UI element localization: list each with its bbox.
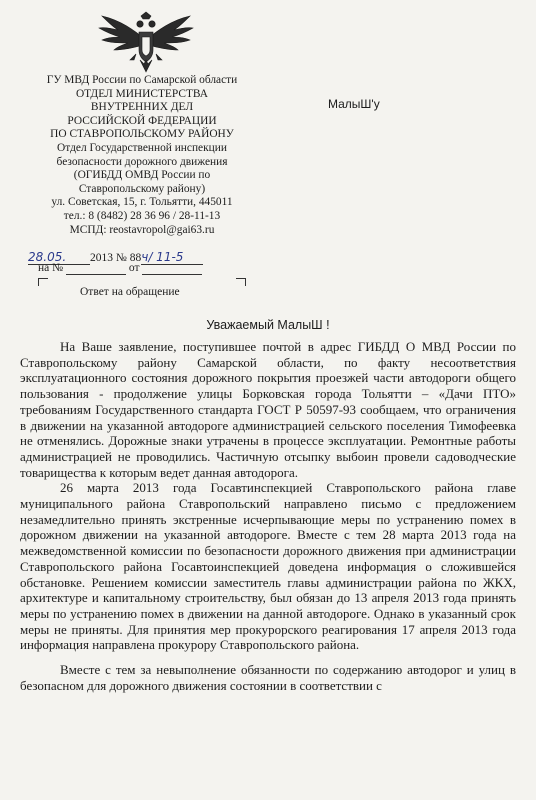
header-line: тел.: 8 (8482) 28 36 96 / 28-11-13 (63, 209, 221, 222)
header-line: ОТДЕЛ МИНИСТЕРСТВА (75, 87, 209, 100)
header-line: безопасности дорожного движения (56, 155, 228, 168)
header-line: (ОГИБДД ОМВД России по (73, 169, 211, 182)
header-line: Отдел Государственной инспекции (57, 141, 227, 154)
address-corner-left (38, 278, 48, 286)
reply-label: Ответ на обращение (80, 286, 180, 298)
header-line: МСПД: reostavropol@gai63.ru (69, 223, 215, 236)
header-line: ул. Советская, 15, г. Тольятти, 445011 (51, 196, 233, 209)
handwritten-date: 28.05. (28, 250, 67, 264)
header-line: ВНУТРЕННИХ ДЕЛ (90, 101, 194, 114)
greeting: Уважаемый МалыШ ! (206, 318, 330, 332)
reference-number-label: на № (38, 262, 64, 274)
registration-year-number: 2013 № 88 (90, 252, 142, 264)
header-line: ПО СТАВРОПОЛЬСКОМУ РАЙОНУ (50, 128, 234, 141)
reference-from-label: от (128, 262, 140, 274)
reference-line (38, 262, 202, 275)
handwritten-number: ч/ 11-5 (141, 250, 184, 264)
sender-letterhead (22, 74, 262, 237)
header-line: РОССИЙСКОЙ ФЕДЕРАЦИИ (67, 114, 217, 127)
body-paragraph: 26 марта 2013 года Госавтинспекцией Ставропольского района главе муниципального района Ставропольский направлено письмо с предложением незамедлительно принять экстренные исчерпывающие меры по устранению помех в дорожном движении на указанной автодороге. Вместе с тем 28 марта 2013 года на межведомственной комиссии по безопасности дорожного движения при администрации Ставропольского района Госавтоинспекцией доведена информация о сложившейся обстановке. Решением комиссии заместитель главы администрации района по ЖКХ, архитектуре и капитальному строительству, был обязан до 13 апреля 2013 года принять меры по устранению помех в движении на данной автодороге. Однако в указанный срок меры не приняты. Для принятия мер прокурорского реагирования 17 апреля 2013 года информация направлена прокурору Ставропольского района. (20, 480, 516, 653)
header-line: Ставропольскому району) (78, 182, 206, 195)
recipient-name: МалыШ'у (328, 97, 380, 111)
address-corner-right (236, 278, 246, 286)
eagle-emblem-icon (96, 10, 196, 74)
body-paragraph: Вместе с тем за невыполнение обязанности по содержанию автодорог и улиц в безопасном для дорожного движения состоянии в соответствии с (20, 662, 516, 693)
body-paragraph: На Ваше заявление, поступившее почтой в адрес ГИБДД О МВД России по Ставропольскому району Самарской области, по факту несоответствия эксплуатационного состояния дорожного покрытия проезжей части автодороги общего пользования - продолжение улицы Борковская города Тольятти – «Дачи ПТО» требованиям Государственного стандарта ГОСТ Р 50597-93 сообщаем, что ограничения в движении на указанной автодороге администрацией сельского поселения Тимофеевка не отменялись. Дорожные знаки утрачены в процессе эксплуатации. Ремонтные работы администрацией не проводились. Частичную отсыпку выбоин провели садоводческие товарищества к которым ведет данная автодорога. (20, 339, 516, 480)
header-line: ГУ МВД России по Самарской области (46, 74, 238, 86)
letter-body (20, 339, 516, 693)
